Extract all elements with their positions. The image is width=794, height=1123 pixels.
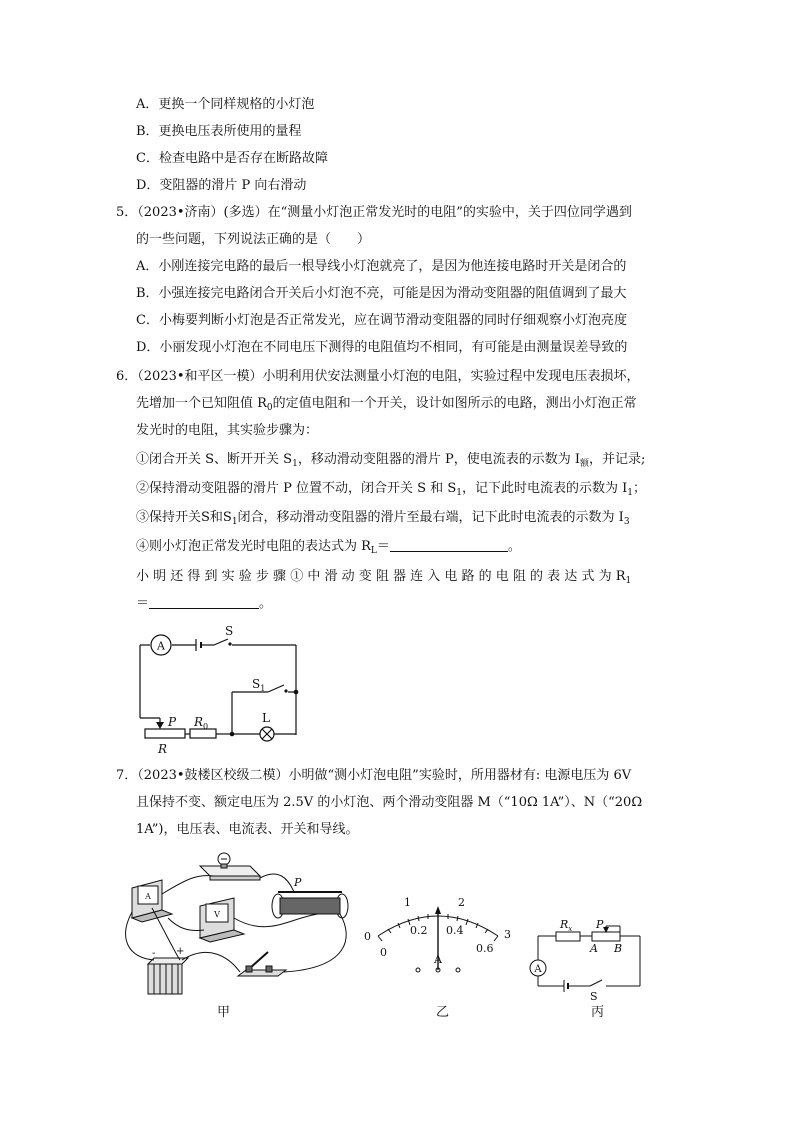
q7-stem-line1 — [116, 767, 631, 785]
q6-step4a: ④则小灯泡正常发光时电阻的表达式为 R — [136, 539, 371, 554]
battery-pack — [148, 958, 188, 994]
q6-line2b: 的定值电阻和一个开关，设计如图所示的电路，测出小灯泡正常 — [272, 396, 637, 411]
q7-number: 7． — [116, 768, 138, 783]
dial-big-2: 2 — [458, 896, 465, 909]
slider-p-label: P — [168, 715, 177, 729]
q4-option-c: C．检查电路中是否存在断路故障 — [136, 151, 328, 166]
answer-blank-rl[interactable] — [390, 539, 508, 552]
q6-step1a: ①闭合开关 S、断开开关 S — [136, 452, 293, 467]
dial-big-1: 1 — [404, 896, 411, 909]
q5-stem-line2: 的一些问题，下列说法正确的是（ ） — [136, 232, 371, 247]
q7-line1-text: （2023•鼓楼区校级二模）小明做“测小灯泡电阻”实验时，所用器材有: 电源电压为 6V — [137, 768, 632, 783]
q6-stem-line3: 发光时的电阻，其实验步骤为： — [136, 423, 319, 438]
rheostat-coil — [272, 892, 348, 918]
q7-stem-line3: 1A”)，电压表、电流表、开关和导线。 — [136, 822, 359, 837]
rheostat-slider-label: P — [294, 876, 302, 889]
q6-stem-line2 — [136, 395, 637, 417]
switch-s-label: S — [225, 624, 234, 638]
r0-label: $R_0$ — [194, 715, 209, 731]
battery-minus-label: - — [152, 948, 156, 959]
q6-step2b: ，记下此时电流表的示数为 I — [461, 481, 628, 496]
voltmeter-face-label: V — [214, 910, 220, 919]
dial-big-3: 3 — [504, 928, 511, 941]
knife-switch — [238, 952, 286, 976]
q6-line2a: 先增加一个已知阻值 R — [136, 396, 267, 411]
fig-jia-caption: 甲 — [217, 1005, 231, 1020]
fig-bing-schematic — [520, 918, 670, 1002]
q6-step4sub: L — [370, 546, 377, 556]
q5-stem — [116, 204, 632, 222]
q6-extra2b: 。 — [259, 596, 273, 611]
fig-yi-caption: 乙 — [436, 1005, 450, 1020]
lamp-label: L — [262, 711, 270, 725]
q6-extra-line2 — [136, 595, 272, 613]
q6-extra2a: ＝ — [136, 596, 150, 611]
dial-small-04: 0.4 — [446, 924, 464, 937]
battery-plus-label: + — [176, 946, 185, 957]
dial-unit-label: A — [434, 953, 442, 966]
q5-option-c: C．小梅要判断小灯泡是否正常发光，应在调节滑动变阻器的同时仔细观察小灯泡亮度 — [136, 313, 627, 328]
terminal-a-label: A — [590, 942, 598, 955]
q6-line2sub: 0 — [266, 403, 273, 413]
q6-step1sub2: 额 — [579, 459, 589, 469]
q6-step3sub: 1 — [231, 517, 238, 527]
q6-step3b: 闭合，移动滑动变阻器的滑片至最右端，记下此时电流表的示数为 I — [237, 510, 624, 525]
q6-step1b: ，移动滑动变阻器的滑片 P，使电流表的示数为 I — [297, 452, 580, 467]
dial-small-02: 0.2 — [410, 924, 428, 937]
q4-option-d: D．变阻器的滑片 P 向右滑动 — [136, 178, 307, 193]
terminal-b-label: B — [614, 942, 623, 955]
q6-step1c: ，并记录; — [588, 452, 646, 467]
q6-step3sub2: 3 — [623, 517, 630, 527]
q6-step4c: 。 — [507, 539, 521, 554]
dial-big-0: 0 — [364, 930, 371, 943]
ammeter-label: A — [534, 964, 542, 975]
q4-option-a: A．更换一个同样规格的小灯泡 — [136, 97, 315, 112]
fig-jia-apparatus — [118, 848, 358, 1003]
q6-stem-line1 — [116, 368, 640, 386]
rx-label: $R_x$ — [560, 918, 573, 933]
q4-option-b: B．更换电压表所使用的量程 — [136, 124, 302, 139]
answer-blank-r1[interactable] — [149, 596, 259, 609]
q7-stem-line2: 且保持不变、额定电压为 2.5V 的小灯泡、两个滑动变阻器 M（“10Ω 1A”）、N（“20Ω — [136, 795, 643, 810]
slider-arrow-icon — [156, 722, 164, 729]
fig-yi-ammeter-dial — [358, 886, 518, 986]
q6-number: 6． — [116, 369, 138, 384]
q6-step3a: ③保持开关S和S — [136, 510, 232, 525]
q6-step3 — [136, 509, 630, 531]
q5-stem-line1: （2023•济南）(多选）在“测量小灯泡正常发光时的电阻”的实验中，关于四位同学遇到 — [137, 205, 632, 220]
needle-icon — [435, 906, 441, 914]
q6-step2sub: 1 — [456, 488, 462, 498]
rheostat-label: R — [158, 742, 168, 756]
q6-step2a: ②保持滑动变阻器的滑片 P 位置不动，闭合开关 S 和 S — [136, 481, 457, 496]
ammeter-label: A — [157, 639, 165, 653]
q6-step4b: ＝ — [376, 539, 390, 554]
dial-small-06: 0.6 — [476, 942, 494, 955]
q6-step2sub2: 1 — [627, 488, 633, 498]
q5-option-a: A．小刚连接完电路的最后一根导线小灯泡就亮了，是因为他连接电路时开关是闭合的 — [136, 259, 627, 274]
slider-label: P — [596, 918, 604, 931]
q6-step4 — [136, 538, 521, 560]
dial-small-0: 0 — [380, 946, 387, 959]
q6-step2c: ； — [632, 481, 646, 496]
q6-step2 — [136, 480, 646, 502]
switch-label: S — [590, 990, 598, 1002]
q6-step1sub: 1 — [292, 459, 298, 469]
fig-bing-caption: 丙 — [591, 1005, 605, 1020]
q6-extra1sub: 1 — [625, 576, 632, 586]
q5-number: 5． — [116, 205, 138, 220]
ammeter-face-label: A — [145, 892, 151, 901]
q6-step1 — [136, 451, 645, 473]
q6-extra1: 小 明 还 得 到 实 验 步 骤 ① 中 滑 动 变 阻 器 连 入 电 路 的 电 阻 的 表 达 式 为 R — [136, 569, 626, 584]
q5-option-b: B．小强连接完电路闭合开关后小灯泡不亮，可能是因为滑动变阻器的阻值调到了最大 — [136, 286, 627, 301]
ammeter-box — [132, 880, 172, 922]
q5-option-d: D．小丽发现小灯泡在不同电压下测得的电阻值均不相同，有可能是由测量误差导致的 — [136, 340, 628, 355]
q6-circuit-diagram — [128, 618, 308, 764]
q6-line1-text: （2023•和平区一模）小明利用伏安法测量小灯泡的电阻，实验过程中发现电压表损坏， — [137, 369, 640, 384]
q6-extra-line1 — [136, 568, 631, 590]
switch-s1-label: $S_1$ — [252, 677, 266, 693]
